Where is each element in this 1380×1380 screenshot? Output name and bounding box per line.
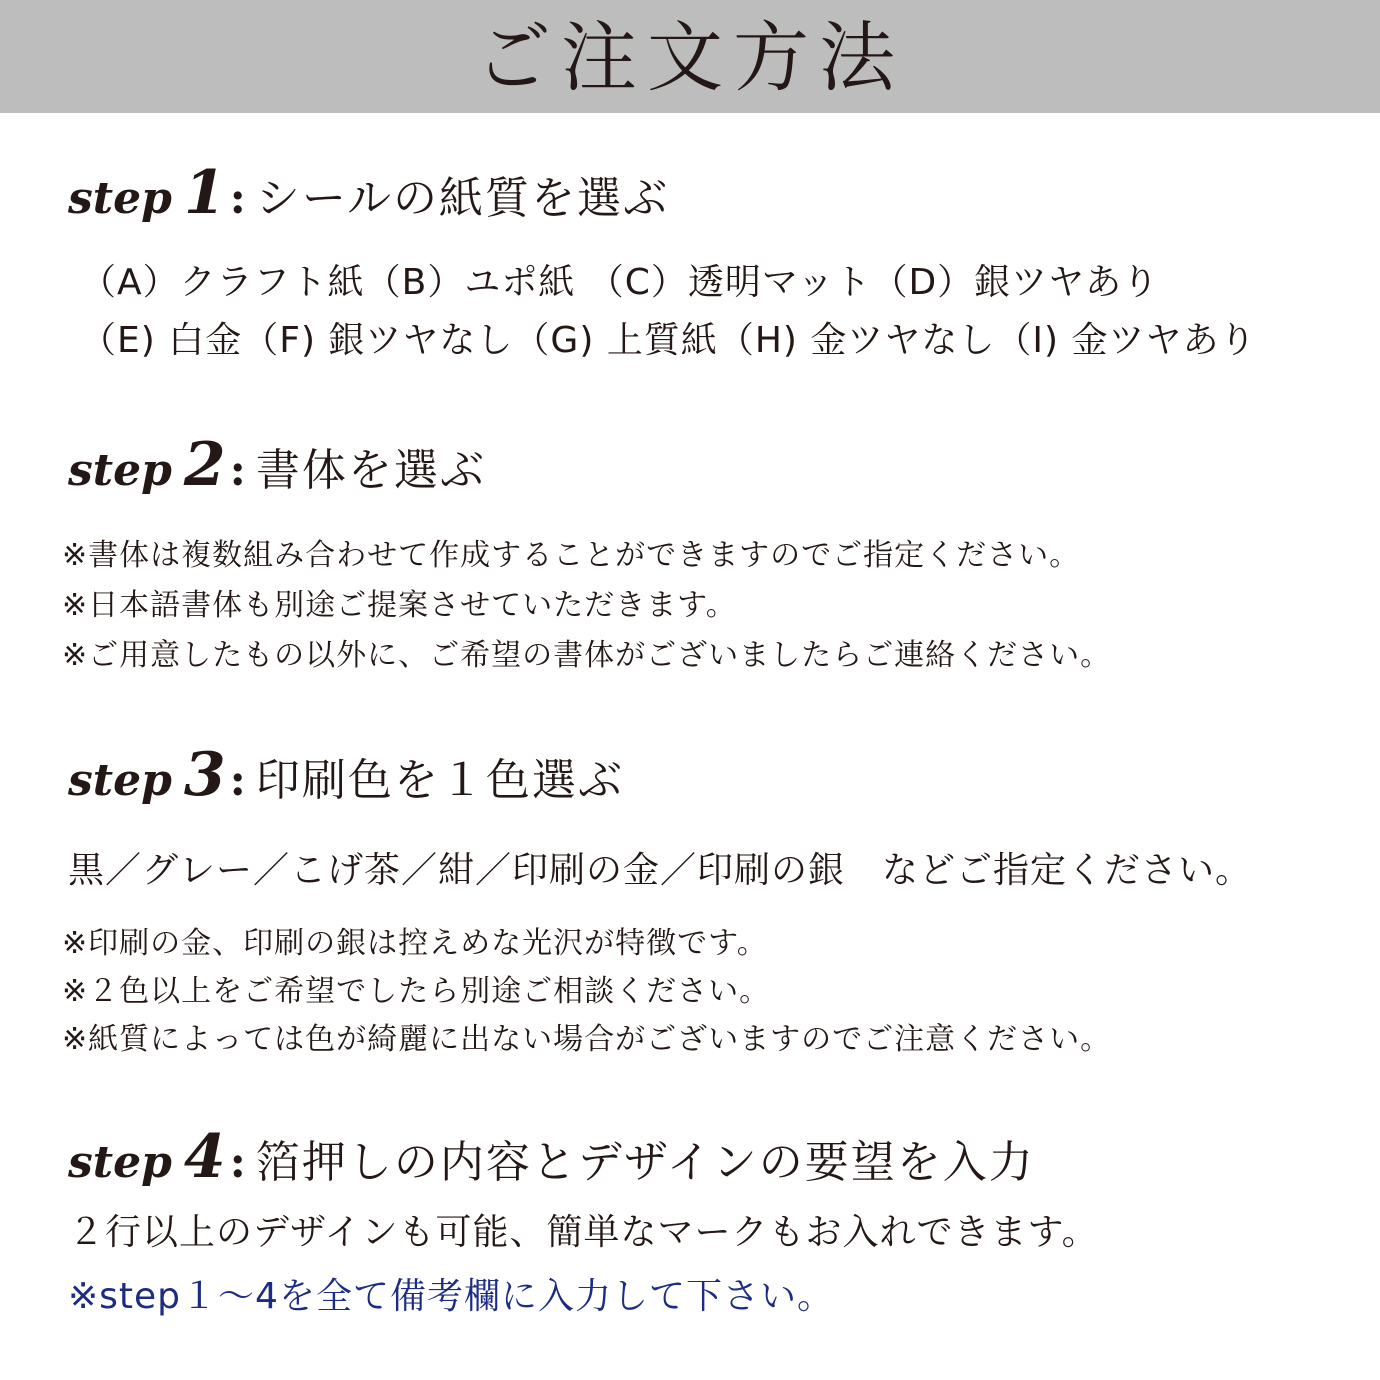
font-note-1: ※書体は複数組み合わせて作成することができますのでご指定ください。 <box>62 538 1081 573</box>
step-4-heading <box>68 1122 1035 1192</box>
design-note: ２行以上のデザインも可能、簡単なマークもお入れできます。 <box>68 1212 1099 1253</box>
step-word: step <box>68 173 172 224</box>
step-colon: : <box>229 445 246 496</box>
paper-options-line-2: （E) 白金（F) 銀ツヤなし（G) 上質紙（H) 金ツヤなし（I) 金ツヤあり <box>80 320 1257 361</box>
color-note-3: ※紙質によっては色が綺麗に出ない場合がございますのでご注意ください。 <box>62 1022 1112 1057</box>
step-colon: : <box>229 173 246 224</box>
print-color-options: 黒／グレー／こげ茶／紺／印刷の金／印刷の銀 などご指定ください。 <box>68 850 1253 891</box>
step-title: 印刷色を１色選ぶ <box>255 755 624 806</box>
color-note-1: ※印刷の金、印刷の銀は控えめな光沢が特徴です。 <box>62 926 768 961</box>
step-title: 箔押しの内容とデザインの要望を入力 <box>255 1137 1035 1188</box>
color-note-2: ※２色以上をご希望でしたら別途ご相談ください。 <box>62 974 771 1009</box>
step-title: 書体を選ぶ <box>255 445 486 496</box>
step-colon: : <box>229 1137 246 1188</box>
step-3-heading <box>68 740 624 810</box>
step-number: 4 <box>183 1122 226 1192</box>
step-word: step <box>68 445 172 496</box>
step-word: step <box>68 1137 172 1188</box>
step-2-heading <box>68 430 486 500</box>
paper-options-line-1: （A）クラフト紙（B）ユポ紙 （C）透明マット（D）銀ツヤあり <box>80 262 1160 303</box>
page-title: ご注文方法 <box>475 13 905 102</box>
step-number: 2 <box>183 430 226 500</box>
step-1-heading <box>68 158 669 228</box>
step-colon: : <box>229 755 246 806</box>
step-number: 1 <box>183 158 226 228</box>
step-title: シールの紙質を選ぶ <box>255 173 669 224</box>
step-word: step <box>68 755 172 806</box>
font-note-2: ※日本語書体も別途ご提案させていただきます。 <box>62 588 737 623</box>
remarks-instruction: ※step１～4を全て備考欄に入力して下さい。 <box>68 1276 834 1317</box>
step-number: 3 <box>183 740 226 810</box>
font-note-3: ※ご用意したもの以外に、ご希望の書体がございましたらご連絡ください。 <box>62 638 1112 673</box>
